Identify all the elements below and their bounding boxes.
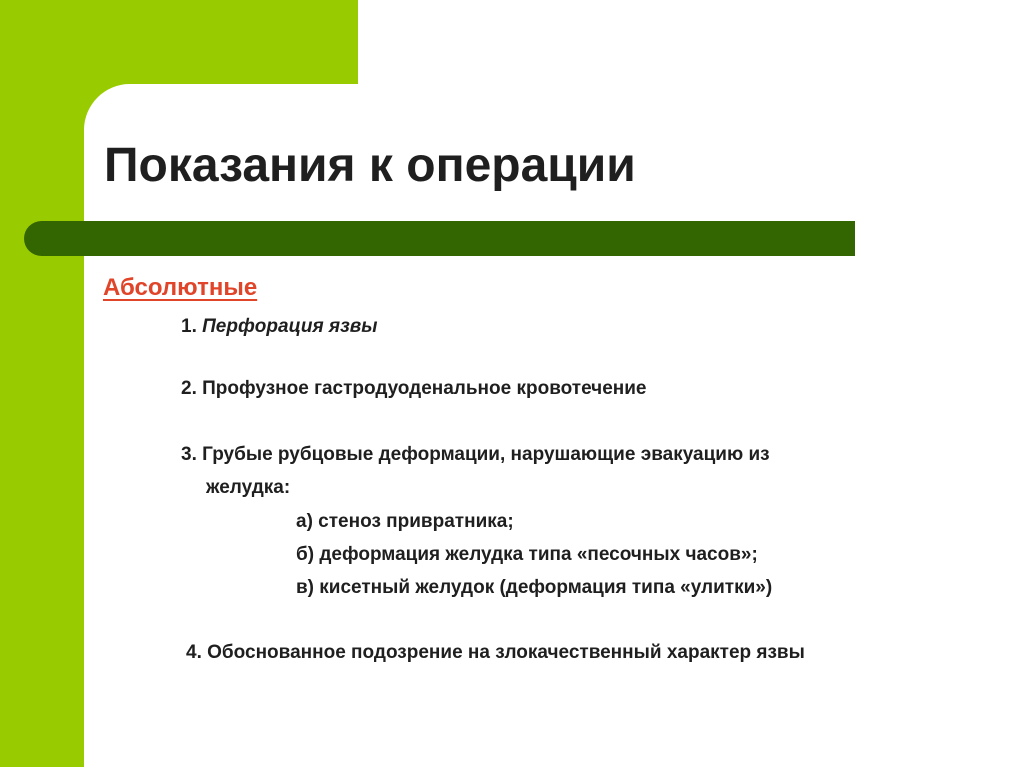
list-item-number: 2. <box>181 378 197 399</box>
list-item-4 <box>186 642 805 665</box>
sub-item-c: в) кисетный желудок (деформация типа «улитки») <box>296 577 773 598</box>
list-item-3 <box>181 444 770 467</box>
list-item-2 <box>181 378 646 401</box>
list-item-number: 1. <box>181 316 197 337</box>
slide-title: Показания к операции <box>104 139 636 192</box>
list-item-3-continuation: желудка: <box>206 477 291 498</box>
list-item-text: Перфорация язвы <box>202 316 378 337</box>
list-item-number: 3. <box>181 444 197 465</box>
list-item-text: Обоснованное подозрение на злокачественный характер язвы <box>207 642 805 663</box>
list-item-text: Профузное гастродуоденальное кровотечение <box>202 378 647 399</box>
sub-item-b: б) деформация желудка типа «песочных часов»; <box>296 544 758 565</box>
section-heading: Абсолютные <box>103 274 258 301</box>
list-item-text: Грубые рубцовые деформации, нарушающие эвакуацию из <box>202 444 770 465</box>
list-item-1 <box>181 316 378 339</box>
list-item-number: 4. <box>186 642 202 663</box>
title-underline-bar <box>24 221 855 256</box>
sub-item-a: а) стеноз привратника; <box>296 511 514 532</box>
